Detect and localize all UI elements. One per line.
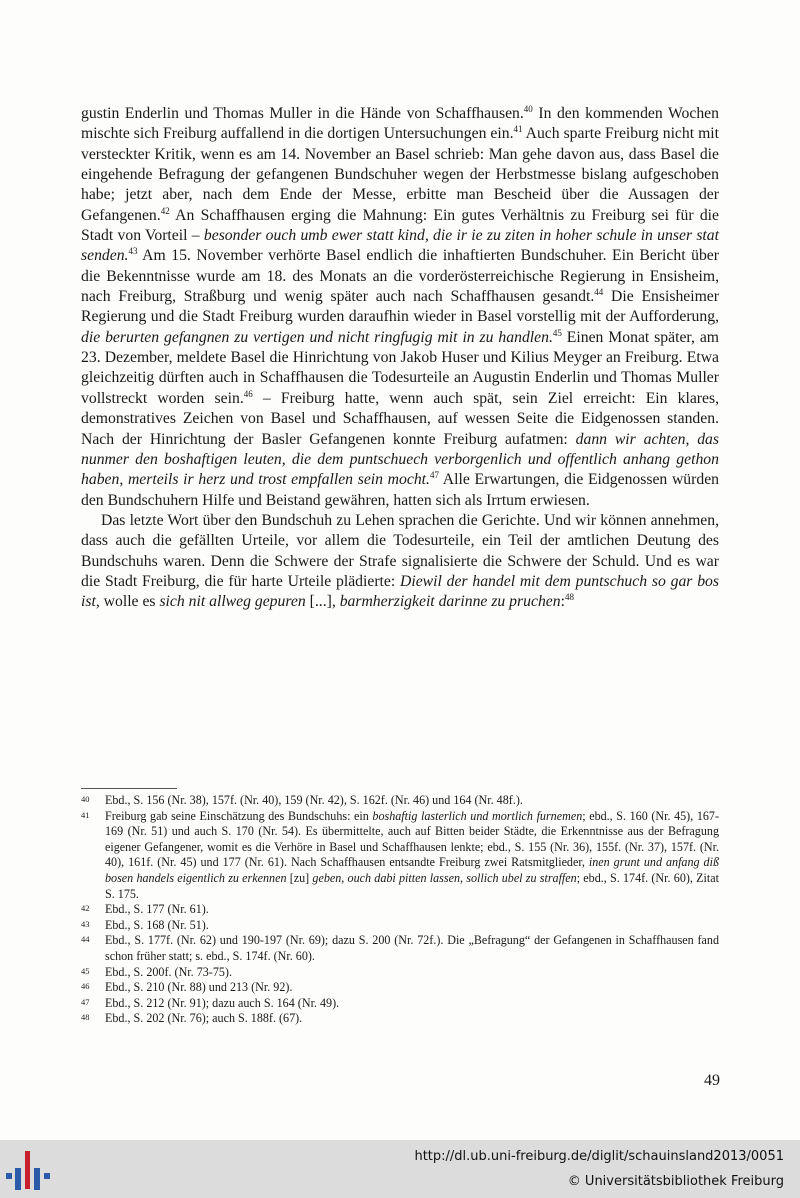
footnote-reference: 45 bbox=[552, 327, 562, 338]
footnote-reference: 40 bbox=[523, 103, 533, 114]
footnote-text bbox=[105, 933, 719, 964]
text-run: wolle es bbox=[99, 593, 160, 611]
text-run: Ebd., S. 177 (Nr. 61). bbox=[105, 902, 209, 917]
text-run: Alle Erwartungen, die Eidgenossen würden den Bundschuhern Hilfe und Beistand gewähren, hatten sich als Irrtum erwiesen. bbox=[81, 471, 720, 509]
footnote-reference: 44 bbox=[594, 286, 604, 297]
text-run: [zu] bbox=[286, 870, 313, 885]
footnote-text bbox=[105, 980, 719, 996]
body-text bbox=[81, 104, 719, 613]
text-run: ; ebd., S. 160 (Nr. 45), 167-169 (Nr. 51) und auch S. 170 (Nr. 54). Es übermittelte, auch auf Bitten beider Städte, die Erkenntnisse aus der Befragung eigener Gefangener, womit es die Verhöre in Basel und Schaffhausen lenkte; ebd., S. 155 (Nr. 36), 155f. (Nr. 37), 157f. (Nr. 40), 161f. (Nr. 45) und 177 (Nr. 61). Nach Schaffhausen entsandte Freiburg zwei Ratsmitglieder, bbox=[105, 808, 719, 870]
copyright-text: © Universitätsbibliothek Freiburg bbox=[567, 1174, 784, 1189]
footnote bbox=[81, 965, 719, 981]
footnote-text bbox=[105, 996, 719, 1012]
text-run: Ebd., S. 212 (Nr. 91); dazu auch S. 164 (Nr. 49). bbox=[105, 995, 340, 1010]
body-paragraph bbox=[81, 104, 719, 511]
footnote-number: 41 bbox=[81, 809, 90, 820]
footnote-reference: 43 bbox=[128, 246, 138, 257]
footnote bbox=[81, 933, 719, 964]
text-run: Freiburg gab seine Einschätzung des Bundschuhs: ein bbox=[105, 808, 373, 823]
quoted-source-text: besonder ouch umb ewer statt kind, die ir ie zu ziten in hoher schule in unser stat senden. bbox=[81, 227, 719, 265]
footnote-reference: 48 bbox=[564, 592, 574, 603]
page-number: 49 bbox=[704, 1072, 720, 1089]
text-run: Ebd., S. 200f. (Nr. 73-75). bbox=[105, 964, 232, 979]
footnote-text bbox=[105, 965, 719, 981]
text-run: Die Ensisheimer Regierung und die Stadt Freiburg wurden daraufhin wieder in Basel vorstellig mit der Aufforderung, bbox=[81, 288, 719, 326]
text-run: In den kommenden Wochen mischte sich Freiburg auffallend in die dortigen Untersuchungen ein. bbox=[81, 105, 719, 143]
quoted-source-text: geben, ouch dabi pitten lassen, sollich ubel zu straffen bbox=[312, 870, 577, 885]
quoted-source-text: boshaftig lasterlich und mortlich furnemen bbox=[372, 808, 583, 823]
footnote-divider bbox=[81, 788, 177, 789]
quoted-source-text: inen grunt und anfang diß bosen handels eigentlich zu erkennen bbox=[105, 855, 719, 885]
quoted-source-text: die berurten gefangnen zu vertigen und nicht ringfugig mit in zu handlen. bbox=[81, 328, 553, 346]
text-run: An Schaffhausen erging die Mahnung: Ein gutes Verhältnis zu Freiburg sei für die Stadt von Vorteil – bbox=[81, 206, 719, 245]
footnote bbox=[81, 918, 719, 934]
footnote-text bbox=[105, 902, 719, 918]
footnote-number: 46 bbox=[81, 981, 90, 992]
footnote-text bbox=[105, 809, 719, 903]
footnote bbox=[81, 996, 719, 1012]
footnote-number: 40 bbox=[81, 794, 90, 804]
text-run: Ebd., S. 156 (Nr. 38), 157f. (Nr. 40), 159 (Nr. 42), S. 162f. (Nr. 46) und 164 (Nr. 48f.). bbox=[105, 793, 523, 807]
ub-freiburg-logo-icon[interactable] bbox=[6, 1148, 52, 1192]
text-run: Ebd., S. 168 (Nr. 51). bbox=[105, 917, 209, 932]
footnote-number: 44 bbox=[81, 934, 90, 945]
text-run: Auch sparte Freiburg nicht mit versteckter Kritik, wenn es am 14. November an Basel schrieb: Man gehe davon aus, dass Basel die eingehende Befragung der gefangenen Bundschuher wegen der Herbstmesse bislang aufgeschoben habe; jetzt aber, nach dem Ende der Messe, erbitte man Bescheid über die Aussagen der Gefangenen. bbox=[81, 125, 719, 224]
footnote-number: 43 bbox=[81, 918, 90, 929]
footnote-reference: 47 bbox=[429, 469, 439, 480]
footnote-text bbox=[105, 1011, 719, 1027]
text-run: Ebd., S. 177f. (Nr. 62) und 190-197 (Nr. 69); dazu S. 200 (Nr. 72f.). Die „Befragung“ der Gefangenen in Schaffhausen fand schon früher statt; s. ebd., S. 174f. (Nr. 60). bbox=[105, 933, 719, 963]
text-run: Am 15. November verhörte Basel endlich die inhaftierten Bundschuher. Ein Bericht über die Bekenntnisse wurde am 18. des Monats an die vorderösterreichische Regierung in Ensisheim, nach Freiburg, Straßburg und wenig später auch nach Schaffhausen gesandt. bbox=[81, 247, 719, 306]
footnote bbox=[81, 980, 719, 996]
footnote-reference: 42 bbox=[160, 205, 170, 216]
footnotes bbox=[81, 793, 719, 1027]
quoted-source-text: Diewil der handel mit dem puntschuch so gar bos ist, bbox=[81, 572, 719, 611]
footnote bbox=[81, 809, 719, 903]
text-run: Einen Monat später, am 23. Dezember, meldete Basel die Hinrichtung von Jakob Huser und Kilius Meyger an Freiburg. Etwa gleichzeitig dürften auch in Schaffhausen die Todesurteile an Augustin Enderlin und Thomas Muller vollstreckt worden sein. bbox=[81, 328, 720, 407]
footnote-number: 42 bbox=[81, 903, 90, 914]
quoted-source-text: dann wir achten, das nunmer den boshaftigen leuten, die dem puntschuech verborgenlich und offentlich anhang gethon haben, merteils ir herz und trost empfallen sein mocht. bbox=[81, 430, 719, 489]
footnote-number: 47 bbox=[81, 996, 90, 1007]
text-run: gustin Enderlin und Thomas Muller in die Hände von Schaffhausen. bbox=[81, 105, 524, 122]
footnote bbox=[81, 1011, 719, 1027]
footnote-number: 48 bbox=[81, 1012, 90, 1023]
text-run: Ebd., S. 210 (Nr. 88) und 213 (Nr. 92). bbox=[105, 980, 293, 995]
footnote-reference: 41 bbox=[513, 124, 523, 135]
quoted-source-text: barmherzigkeit darinne zu pruchen bbox=[339, 593, 561, 611]
text-run: [...], bbox=[305, 593, 340, 611]
viewer-footer bbox=[0, 1140, 800, 1198]
footnote bbox=[81, 902, 719, 918]
permalink-url[interactable]: http://dl.ub.uni-freiburg.de/diglit/schauinsland2013/0051 bbox=[414, 1149, 784, 1164]
text-run: ; ebd., S. 174f. (Nr. 60), Zitat S. 175. bbox=[105, 870, 719, 901]
footnote-reference: 46 bbox=[243, 388, 253, 399]
text-run: – Freiburg hatte, wenn auch spät, sein Ziel erreicht: Ein klares, demonstratives Zeichen von Basel und Schaffhausen, auf wessen Seite die Eidgenossen standen. Nach der Hinrichtung der Basler Gefangenen konnte Freiburg aufatmen: bbox=[81, 389, 720, 448]
footnote-text bbox=[105, 793, 719, 809]
text-run: Das letzte Wort über den Bundschuh zu Lehen sprachen die Gerichte. Und wir können annehmen, dass auch die gefällten Urteile, vor allem die Todesurteile, ein Teil der amtlichen Deutung des Bundschuhs waren. Denn die Schwere der Strafe signalisierte die Schwere der Schuld. Und es war die Stadt Freiburg, die für harte Urteile plädierte: bbox=[81, 511, 719, 590]
footnote-number: 45 bbox=[81, 965, 90, 976]
body-paragraph bbox=[81, 511, 719, 613]
text-run: : bbox=[560, 593, 565, 611]
quoted-source-text: sich nit allweg gepuren bbox=[159, 593, 306, 611]
footnote-text bbox=[105, 918, 719, 934]
footnote bbox=[81, 793, 719, 809]
text-run: Ebd., S. 202 (Nr. 76); auch S. 188f. (67). bbox=[105, 1011, 303, 1026]
